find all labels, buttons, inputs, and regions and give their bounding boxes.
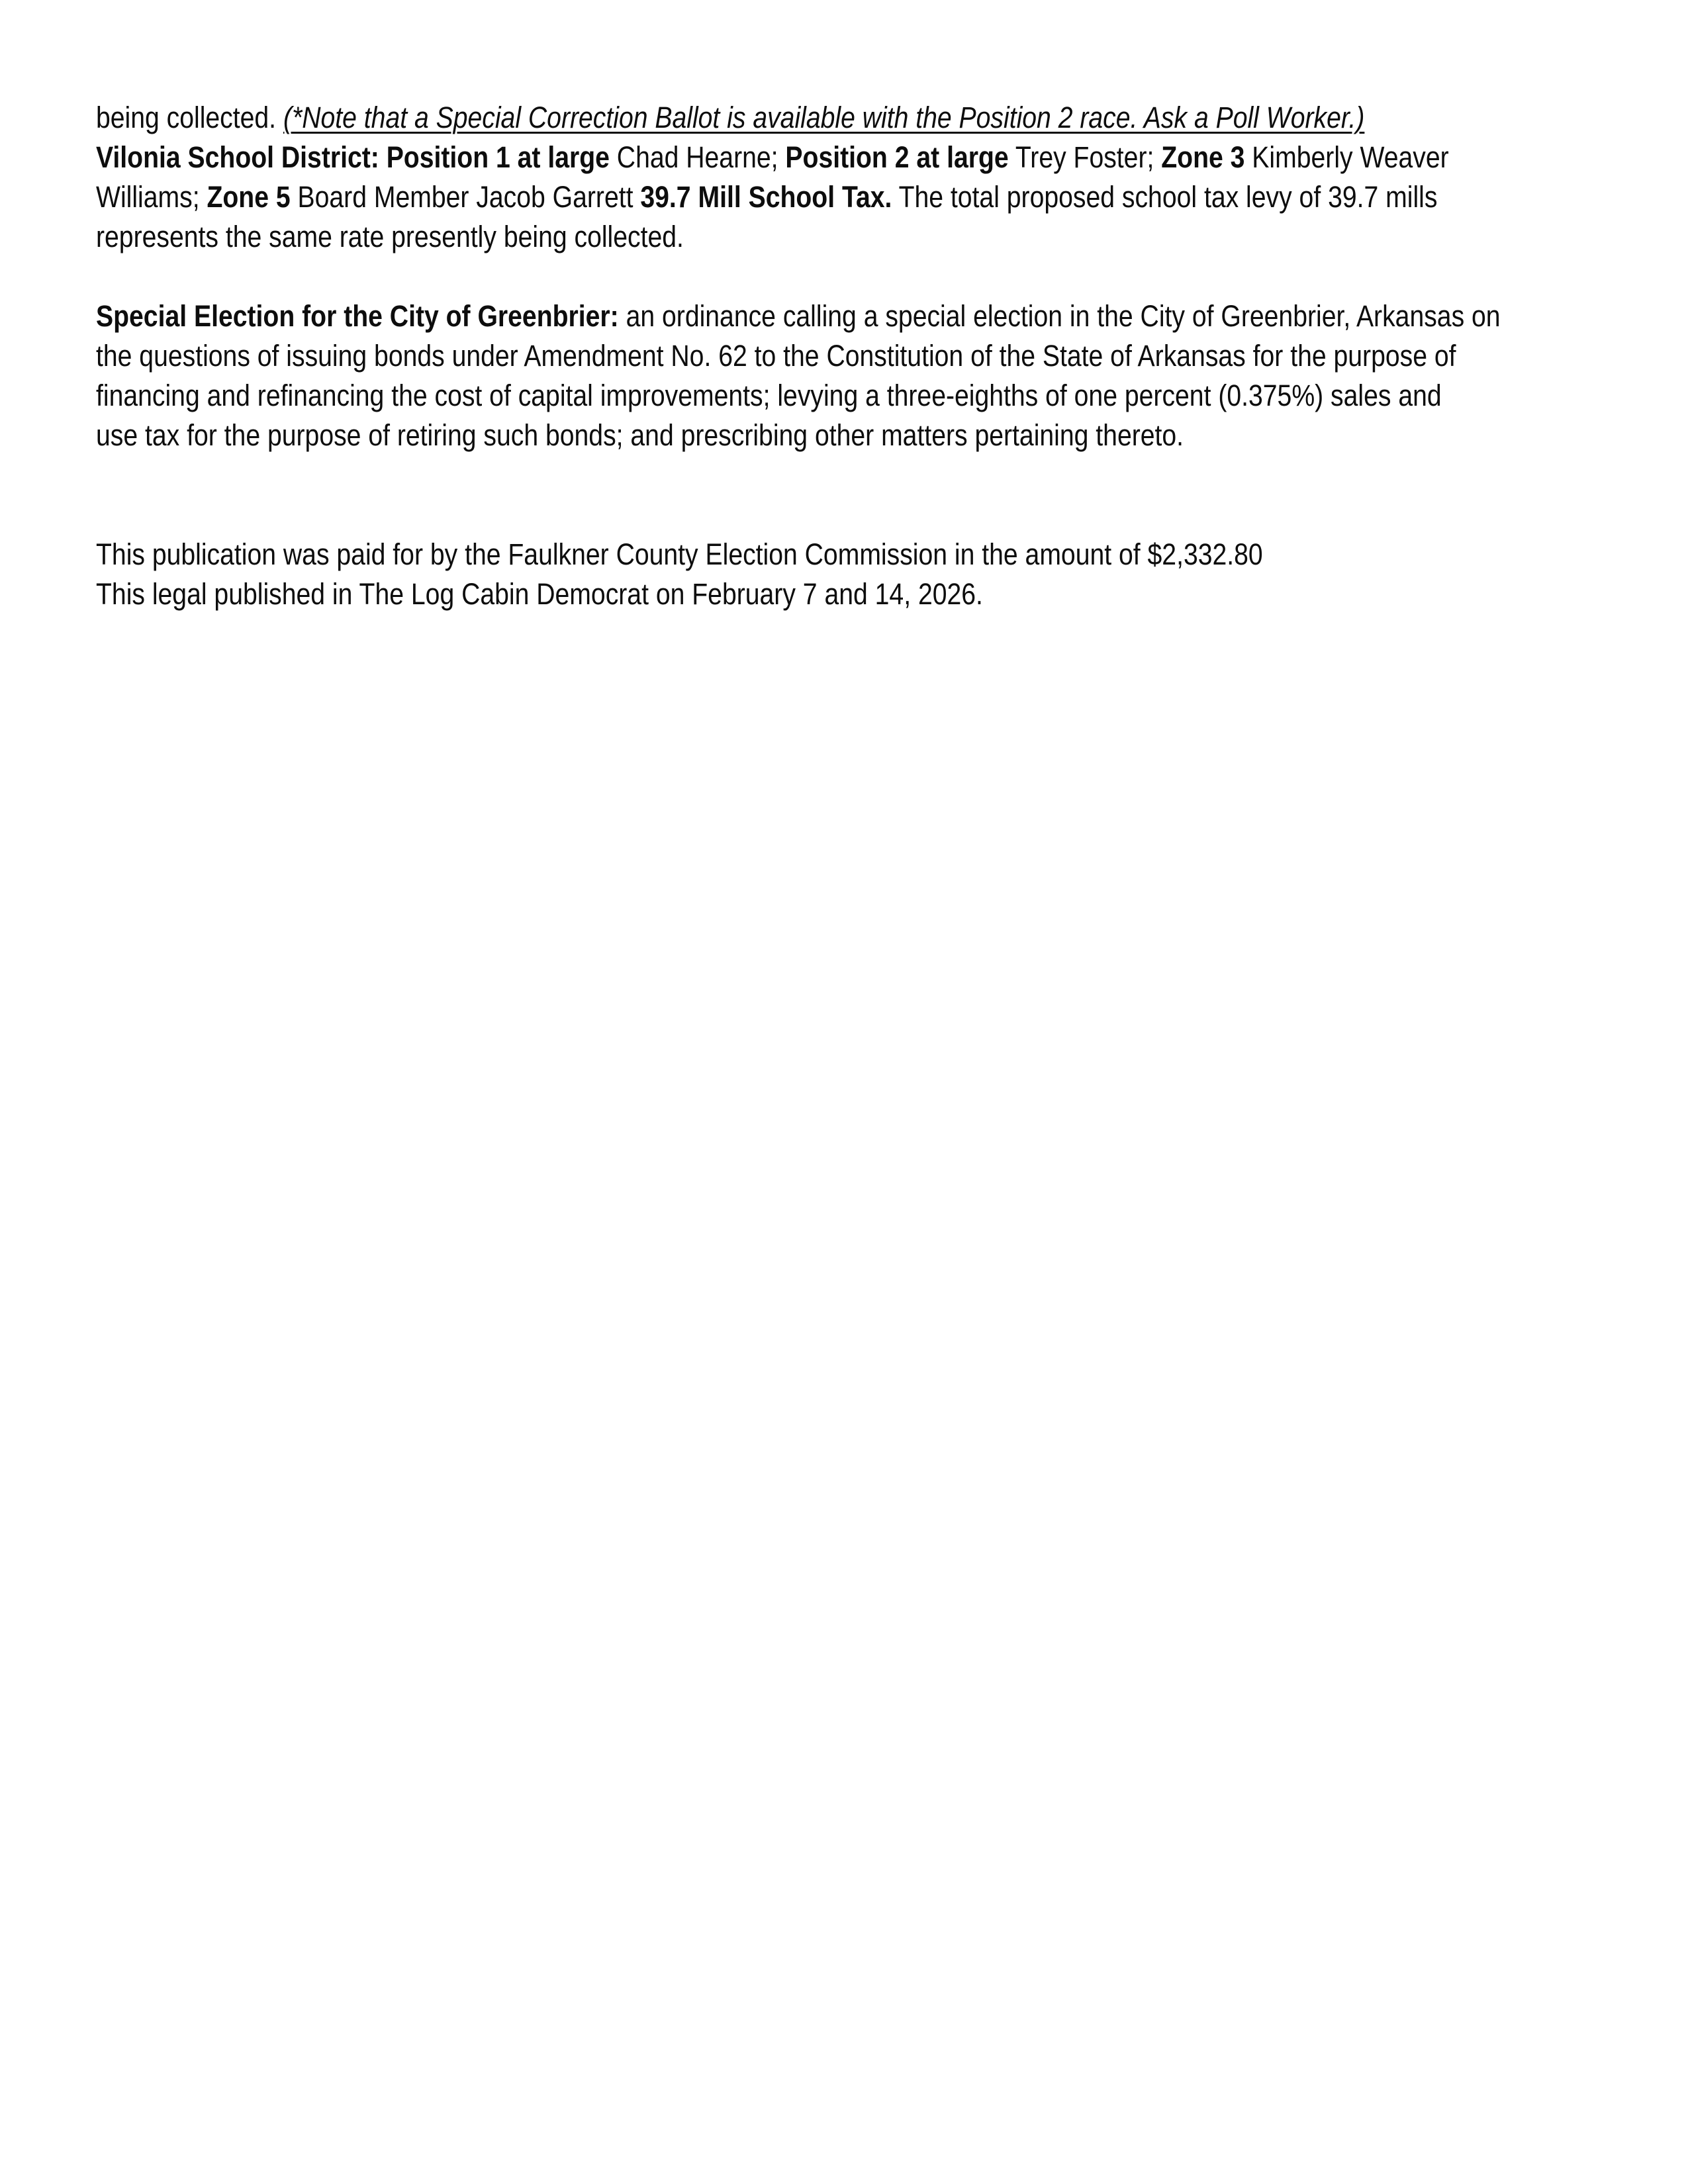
text-run: an ordinance calling a special election in the City of Greenbrier, Arkansas on (618, 299, 1501, 333)
text-line (96, 376, 1455, 416)
text-run: The total proposed school tax levy of 39.7 mills (892, 180, 1438, 214)
text-line (96, 574, 1455, 614)
publication-dates-run: This legal published in The Log Cabin Democrat on February 7 and 14, 2026. (96, 577, 983, 611)
text-run: Trey Foster; (1008, 140, 1162, 174)
text-line (96, 138, 1455, 177)
text-run: the questions of issuing bonds under Amendment No. 62 to the Constitution of the State of Arkansas for the purpose of (96, 339, 1456, 373)
text-run: Board Member Jacob Garrett (290, 180, 641, 214)
paragraph-vilonia-school-district (96, 98, 1658, 257)
text-line (96, 177, 1455, 217)
text-line (96, 296, 1501, 336)
vilonia-district-heading-run: Vilonia School District: Position 1 at large (96, 140, 610, 174)
special-election-heading-run: Special Election for the City of Greenbrier: (96, 299, 619, 333)
text-line (96, 416, 1455, 455)
text-run: financing and refinancing the cost of capital improvements; levying a three-eighths of one percent (0.375%) sales and (96, 379, 1442, 412)
text-line (96, 217, 1455, 257)
text-run: Williams; (96, 180, 207, 214)
zone-5-label-run: Zone 5 (207, 180, 291, 214)
text-line (96, 535, 1455, 574)
text-run: being collected. (96, 101, 283, 134)
mill-school-tax-label-run: 39.7 Mill School Tax. (640, 180, 892, 214)
text-line (96, 98, 1455, 138)
text-run: Chad Hearne; (609, 140, 786, 174)
position-2-label-run: Position 2 at large (785, 140, 1009, 174)
text-line (96, 336, 1455, 376)
document-body (96, 98, 1658, 654)
paragraph-greenbrier-special-election (96, 296, 1658, 455)
paragraph-publication-footer (96, 535, 1658, 614)
text-run: use tax for the purpose of retiring such bonds; and prescribing other matters pertaining thereto. (96, 418, 1184, 452)
special-correction-note-run: (*Note that a Special Correction Ballot is available with the Position 2 race. Ask a Poll Worker.) (283, 101, 1365, 134)
publication-cost-run: This publication was paid for by the Faulkner County Election Commission in the amount of $2,332.80 (96, 537, 1263, 571)
text-run: Kimberly Weaver (1244, 140, 1449, 174)
text-run: represents the same rate presently being collected. (96, 220, 684, 253)
zone-3-label-run: Zone 3 (1161, 140, 1245, 174)
